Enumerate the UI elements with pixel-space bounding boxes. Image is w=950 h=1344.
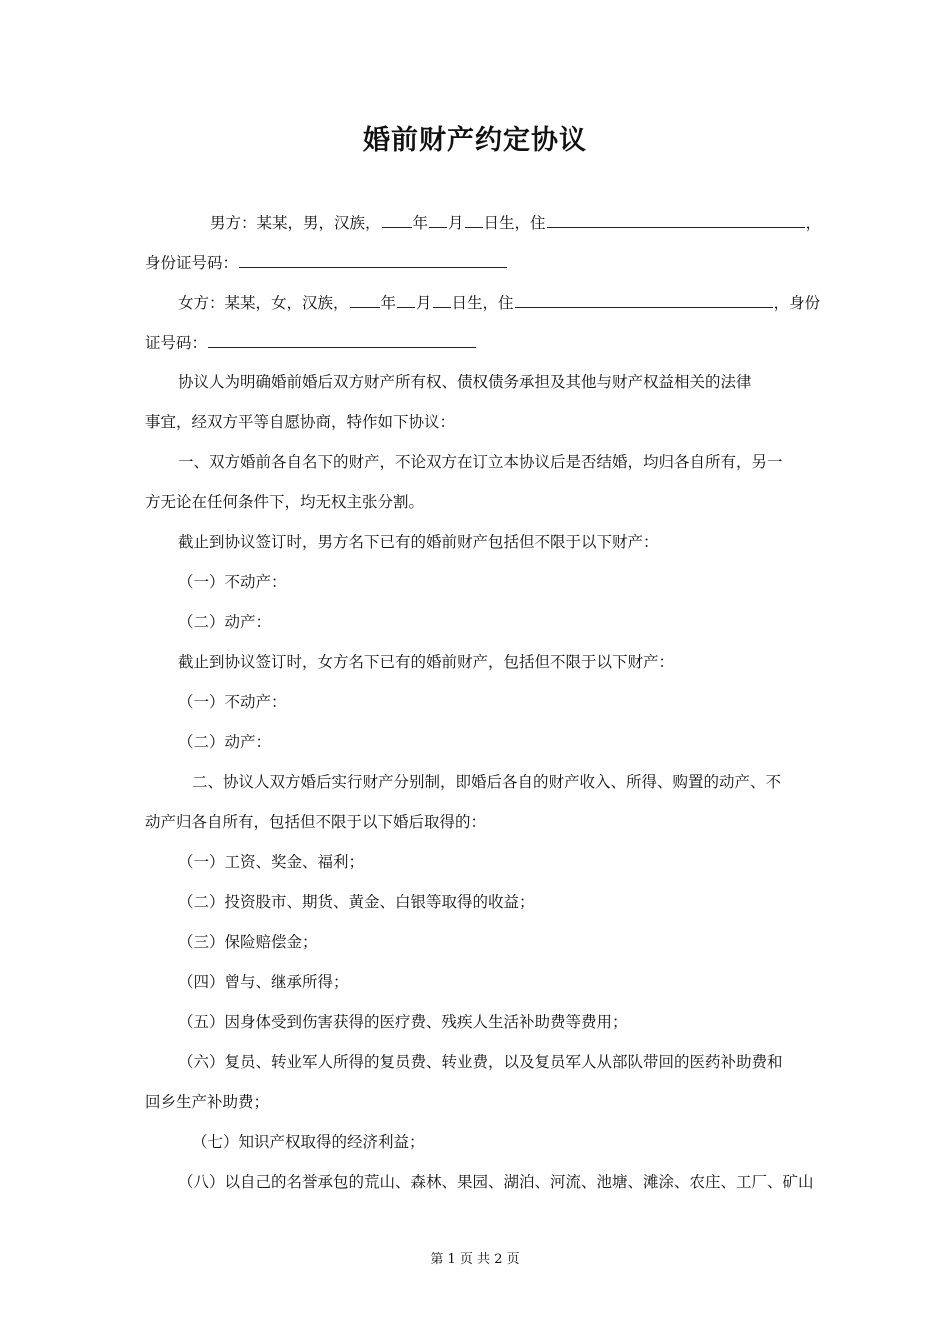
intro-line-2: 事宜，经双方平等自愿协商，特作如下协议： <box>145 413 456 431</box>
page-footer: 第 1 页 共 2 页 <box>430 1252 520 1267</box>
male-realestate: （一）不动产： <box>178 573 287 591</box>
comma: ， <box>805 214 822 232</box>
male-party-prefix: 男方：某某，男，汉族， <box>210 214 381 232</box>
document-title: 婚前财产约定协议 <box>363 125 587 156</box>
clause1-line-1: 一、双方婚前各自名下的财产，不论双方在订立本协议后是否结婚，均归各自所有，另一 <box>178 453 783 471</box>
list-item-3: （三）保险赔偿金； <box>178 933 318 951</box>
male-id-line <box>145 252 508 273</box>
male-id-label: 身份证号码： <box>145 254 239 272</box>
year-blank[interactable] <box>350 292 380 308</box>
year-label: 年 <box>412 214 429 232</box>
day-blank[interactable] <box>465 212 483 228</box>
female-movable: （二）动产： <box>178 733 272 751</box>
male-id-blank[interactable] <box>239 252 507 268</box>
list-item-7: （七）知识产权取得的经济利益； <box>192 1133 425 1151</box>
male-party-line <box>210 212 821 233</box>
month-label: 月 <box>448 214 464 232</box>
year-label: 年 <box>380 294 397 312</box>
list-item-1: （一）工资、奖金、福利； <box>178 853 365 871</box>
list-item-4: （四）曾与、继承所得； <box>178 973 349 991</box>
female-realestate: （一）不动产： <box>178 693 287 711</box>
female-tail: ，身份 <box>773 294 821 312</box>
born-live-label: 日生，住 <box>483 214 546 232</box>
year-blank[interactable] <box>382 212 412 228</box>
female-party-prefix: 女方：某某，女，汉族， <box>178 294 349 312</box>
month-blank[interactable] <box>429 212 447 228</box>
born-live-label: 日生，住 <box>451 294 514 312</box>
clause2-line-1: 二、协议人双方婚后实行财产分别制，即婚后各自的财产收入、所得、购置的动产、不 <box>192 773 782 791</box>
female-id-line <box>145 332 477 353</box>
male-movable: （二）动产： <box>178 613 272 631</box>
male-assets-heading: 截止到协议签订时，男方名下已有的婚前财产包括但不限于以下财产： <box>178 533 659 551</box>
list-item-6-line-1: （六）复员、转业军人所得的复员费、转业费，以及复员军人从部队带回的医药补助费和 <box>178 1053 783 1071</box>
clause2-line-2: 动产归各自所有，包括但不限于以下婚后取得的： <box>145 813 487 831</box>
month-blank[interactable] <box>397 292 415 308</box>
clause1-line-2: 方无论在任何条件下，均无权主张分割。 <box>145 493 425 511</box>
day-blank[interactable] <box>433 292 451 308</box>
female-id-label: 证号码： <box>145 334 208 352</box>
list-item-8: （八）以自己的名誉承包的荒山、森林、果园、湖泊、河流、池塘、滩涂、农庄、工厂、矿山 <box>178 1173 814 1191</box>
female-address-blank[interactable] <box>515 292 773 308</box>
female-assets-heading: 截止到协议签订时，女方名下已有的婚前财产，包括但不限于以下财产： <box>178 653 675 671</box>
intro-line-1: 协议人为明确婚前婚后双方财产所有权、债权债务承担及其他与财产权益相关的法律 <box>178 373 752 391</box>
female-party-line <box>178 292 820 313</box>
female-id-blank[interactable] <box>208 332 476 348</box>
male-address-blank[interactable] <box>547 212 805 228</box>
month-label: 月 <box>416 294 432 312</box>
list-item-2: （二）投资股市、期货、黄金、白银等取得的收益； <box>178 893 535 911</box>
list-item-5: （五）因身体受到伤害获得的医疗费、残疾人生活补助费等费用； <box>178 1013 628 1031</box>
list-item-6-line-2: 回乡生产补助费； <box>145 1093 270 1111</box>
